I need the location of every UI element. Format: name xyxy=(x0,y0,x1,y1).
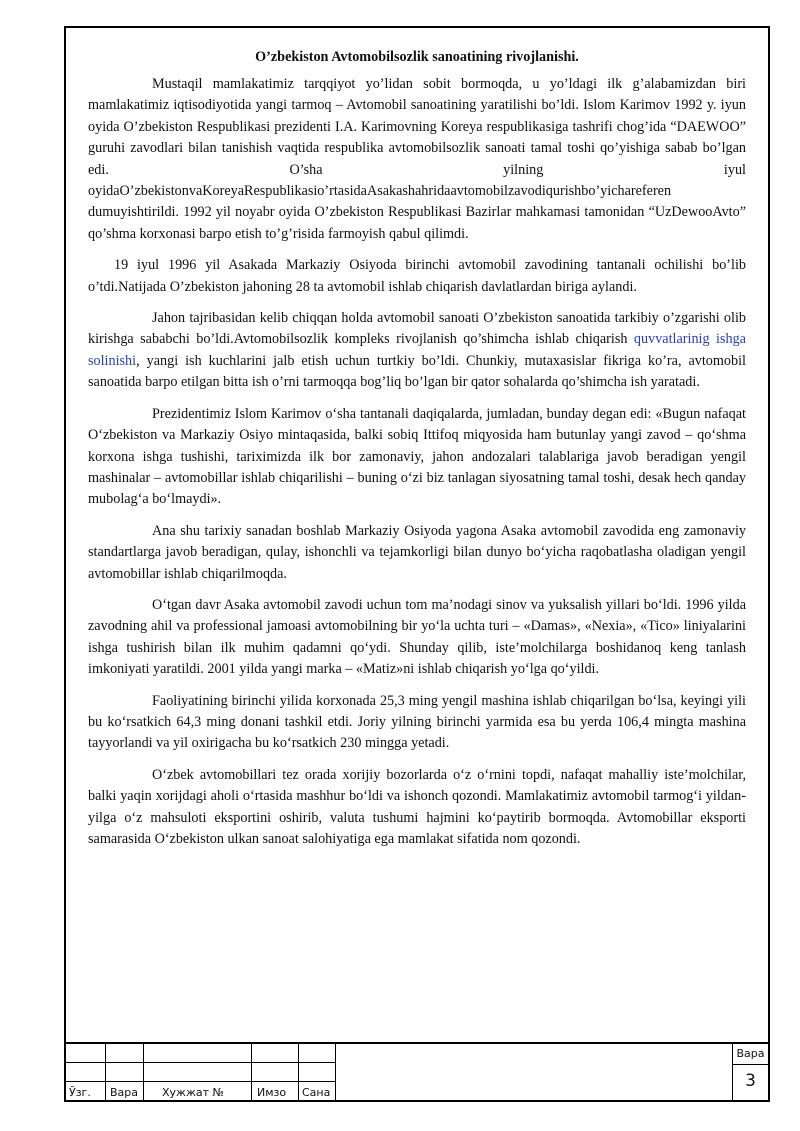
document-body xyxy=(88,46,746,860)
stamp-label-change: Ўзг. xyxy=(69,1086,91,1099)
stamp-row-line-2 xyxy=(66,1081,336,1082)
paragraph-3-before-link: Jahon tajribasidan kelib chiqqan holda avtomobil sanoati O’zbekiston sanoatida tarkibiy o’zgarishi olib kirishga sababchi bo’ldi.Avtomobilsozlik kompleks rivojlanish qo’shimcha ishlab chiqarish xyxy=(88,310,746,348)
stamp-label-date: Сана xyxy=(302,1086,331,1099)
page-frame xyxy=(64,26,770,1102)
paragraph-8: O‘zbek avtomobillari tez orada xorijiy bozorlarda o‘z o‘rnini topdi, nafaqat mahalliy iste’molchilar, balki yaqin xorijdagi aholi o‘rtasida mashhur bo‘ldi va ishonch qozondi. Mamlakatimiz avtomobil tarmog‘i yildan- yilga o‘z mahsuloti eksportini oshirib, valuta tushumi hajmini ko‘paytirib bormoqda. Avtomobillar eksporti samarasida O‘zbekiston ulkan sanoat salohiyatiga ega mamlakat sifatida nom qozondi. xyxy=(88,766,746,847)
hyperlink[interactable]: quvvatlarinig ishga solinishi xyxy=(88,331,746,369)
paragraph-7: Faoliyatining birinchi yilida korxonada 25,3 ming yengil mashina ishlab chiqarilgan bo‘lsa, keyingi yili bu ko‘rsatkich 64,3 ming donani tashkil etdi. Joriy yilning birinchi yarmida esa bu yerda 106,4 mingta mashina tayyorlandi va yil oxirigacha bu ko‘rsatkich 230 mingga yetadi. xyxy=(88,692,746,752)
sheet-label: Вара xyxy=(733,1046,768,1065)
stamp-label-document-no: Хужжат № xyxy=(162,1086,224,1099)
paragraph-4: Prezidentimiz Islom Karimov o‘sha tantanali daqiqalarda, jumladan, bunday degan edi: «Bugun nafaqat O‘zbekiston va Markaziy Osiyo mintaqasida, balki sobiq Ittifoq miqyosida ham butunlay yangi zavod – qo‘shma korxona ishga tushishi, tariximizda ilk bor zamonaviy, jahon andozalari talablariga javob beradigan yengil mashinalar – avtomobillar ishlab chiqarilishi – buning o‘zi biz tanlagan siyosatning tamal toshi, desak hech qanday mubolag‘a bo‘lmaydi». xyxy=(88,405,746,508)
paragraph-3 xyxy=(88,308,746,394)
sheet-number-box xyxy=(732,1044,768,1100)
paragraph-2: 19 iyul 1996 yil Asakada Markaziy Osiyoda birinchi avtomobil zavodining tantanali ochilishi bo’lib o’tdi.Natijada O’zbekiston jahoning 28 ta avtomobil ishlab chiqarish davlatlardan biriga aylandi. xyxy=(88,257,746,295)
stamp-label-sheet: Вара xyxy=(110,1086,139,1099)
page-number: 3 xyxy=(745,1071,756,1091)
document-title: O’zbekiston Avtomobilsozlik sanoatining rivojlanishi. xyxy=(255,49,579,65)
stamp-row-line-1 xyxy=(66,1062,336,1063)
stamp-label-signature: Имзо xyxy=(257,1086,287,1099)
paragraph-5: Ana shu tarixiy sanadan boshlab Markaziy Osiyoda yagona Asaka avtomobil zavodida eng zamonaviy standartlarga javob beradigan, qulay, ishonchli va tejamkorligi bilan dunyo bo‘yicha raqobatlasha oladigan yengil avtomobillar ishlab chiqarilmoqda. xyxy=(88,522,746,582)
paragraph-1: Mustaqil mamlakatimiz tarqqiyot yo’lidan sobit bormoqda, u yo’ldagi ilk g’alabamizdan biri mamlakatimiz iqtisodiyotida yangi tarmoq – Avtomobil sanoatining yaratilishi bo’ldi. Islom Karimov 1992 y. iyun oyida O’zbekiston Respublikasi prezidenti I.A. Karimovning Koreya respublikasiga tashrifi chog’ida “DAEWOO” guruhi zavodlari bilan tanishish vaqtida respublika avtomobilsozlik sanoati tamal toshi qo’yishiga sabab bo’lgan edi. O’sha yilning iyul oyidaO’zbekistonvaKoreyaRespublikasio’rtasidaAsakashahridaavtomobilzavodiqurishbo’yichareferen dumuyishtirildi. 1992 yil noyabr oyida O’zbekiston Respublikasi Bazirlar mahkamasi tamonidan “UzDewooAvto” qo’shma korxonasi barpo etish to’g’risida farmoyish qabul qilimdi. xyxy=(88,76,746,242)
title-block-stamp xyxy=(66,1042,768,1100)
paragraph-6: O‘tgan davr Asaka avtomobil zavodi uchun tom ma’nodagi sinov va yuksalish yillari bo‘ldi. 1996 yilda zavodning ahil va professional jamoasi avtomobilning bir yo‘la uchta turi – «Damas», «Nexia», «Tico» liniyalarini ishga tushirish bilan ilk muhim qadamni qo‘ydi. Shunday qilib, iste’molchilarga boshidanoq keng tanlash imkoniyati yaratildi. 2001 yilda yangi marka – «Matiz»ni ishlab chiqarish yo‘lga qo‘yildi. xyxy=(88,596,746,678)
paragraph-3-after-link: , yangi ish kuchlarini jalb etish uchun turtkiy bo’ldi. Chunkiy, mutaxasislar fikriga ko’ra, avtomobil sanoatida barpo etilgan bitta ish o’rni tarmoqqa bog’liq bo’lgan bir qator sohalarda qo’shimcha ish yaratadi. xyxy=(88,352,746,391)
